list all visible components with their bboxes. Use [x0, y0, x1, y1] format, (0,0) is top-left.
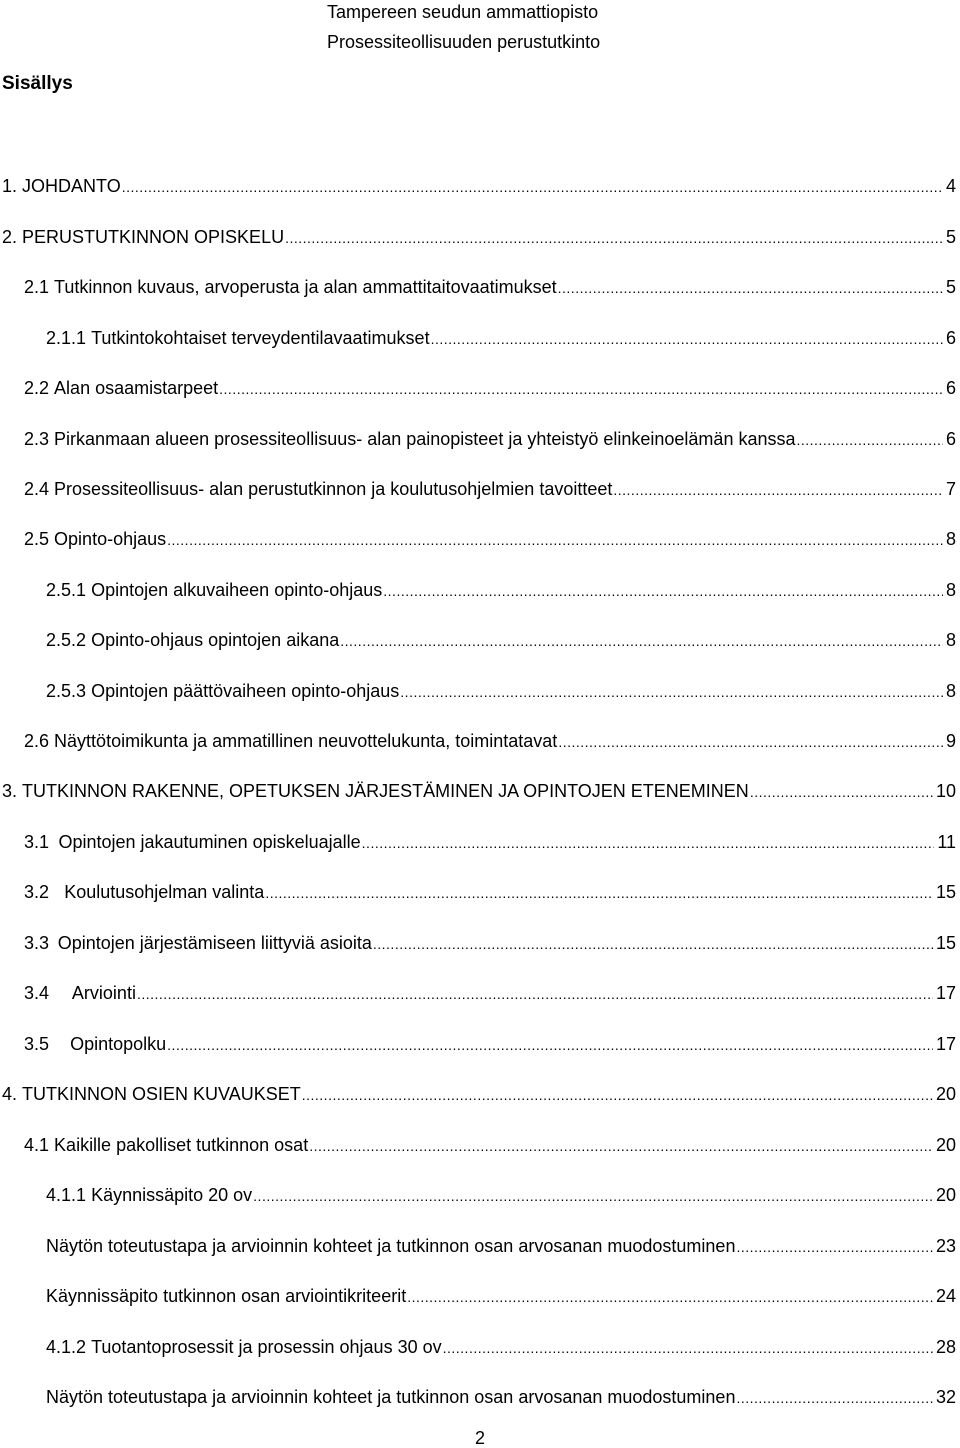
toc-entry-number: 2.5.1 — [46, 580, 87, 600]
toc-entry[interactable] — [24, 476, 956, 502]
toc-entry-label: Alan osaamistarpeet — [54, 378, 219, 398]
toc-entry-page: 6 — [945, 378, 956, 398]
toc-entry[interactable] — [24, 980, 956, 1006]
toc-leader-dots — [265, 880, 933, 906]
toc-entry-page: 5 — [945, 227, 956, 247]
toc-entry-label: Tuotantoprosessit ja prosessin ohjaus 30 ov — [91, 1337, 442, 1357]
toc-entry-number: 2.5.2 — [46, 630, 87, 650]
toc-entry-label: Käynnissäpito 20 ov — [91, 1185, 253, 1205]
toc-leader-dots — [122, 174, 943, 200]
toc-leader-dots — [558, 729, 943, 755]
toc-entry-number: 3.4 — [24, 983, 50, 1003]
toc-entry-number: 2.1 — [24, 277, 50, 297]
toc-entry-label: Opinto-ohjaus — [54, 529, 167, 549]
toc-leader-dots — [431, 326, 943, 352]
header-institution: Tampereen seudun ammattiopisto — [327, 2, 599, 22]
toc-leader-dots — [167, 527, 943, 553]
toc-entry-label: Prosessiteollisuus- alan perustutkinnon ja koulutusohjelmien tavoitteet — [54, 479, 613, 499]
page-number-text: 2 — [474, 1428, 485, 1448]
toc-entry-page: 10 — [935, 781, 956, 801]
toc-entry-label: Tutkinnon kuvaus, arvoperusta ja alan ammattitaitovaatimukset — [54, 277, 557, 297]
toc-leader-dots — [736, 1234, 933, 1260]
toc-leader-dots — [373, 931, 933, 957]
toc-entry-number: 1. — [2, 176, 18, 196]
toc-entry-number: 2.5 — [24, 529, 50, 549]
toc-leader-dots — [137, 981, 933, 1007]
toc-entry-label: PERUSTUTKINNON OPISKELU — [22, 227, 285, 247]
toc-entry-label: Pirkanmaan alueen prosessiteollisuus- alan painopisteet ja yhteistyö elinkeinoelämän kanssa — [54, 429, 796, 449]
toc-leader-dots — [558, 275, 943, 301]
toc-entry-label: TUTKINNON RAKENNE, OPETUKSEN JÄRJESTÄMINEN JA OPINTOJEN ETENEMINEN — [22, 781, 749, 801]
toc-entry-label: Näytön toteutustapa ja arvioinnin kohteet ja tutkinnon osan arvosanan muodostuminen — [46, 1387, 736, 1407]
toc-entry-label: Opintopolku — [70, 1034, 167, 1054]
toc-entry-page: 20 — [935, 1135, 956, 1155]
toc-entry-page: 9 — [945, 731, 956, 751]
toc-leader-dots — [750, 779, 933, 805]
toc-entry-label: TUTKINNON OSIEN KUVAUKSET — [22, 1084, 301, 1104]
toc-entry[interactable] — [24, 829, 956, 855]
toc-entry-page: 24 — [935, 1286, 956, 1306]
toc-entry-page: 8 — [945, 681, 956, 701]
toc-entry-page: 15 — [935, 882, 956, 902]
toc-entry-number: 3.5 — [24, 1034, 50, 1054]
toc-entry[interactable] — [46, 1182, 956, 1208]
toc-entry-label: Näytön toteutustapa ja arvioinnin kohteet ja tutkinnon osan arvosanan muodostuminen — [46, 1236, 736, 1256]
toc-entry[interactable] — [46, 325, 956, 351]
toc-entry-label: Arviointi — [71, 983, 136, 1003]
toc-entry-page: 6 — [945, 328, 956, 348]
toc-entry[interactable] — [46, 627, 956, 653]
toc-entry-number: 3.2 — [24, 882, 50, 902]
toc-entry-page: 32 — [935, 1387, 956, 1407]
toc-entry-number: 2.4 — [24, 479, 50, 499]
toc-entry[interactable] — [46, 1283, 956, 1309]
toc-entry-page: 23 — [935, 1236, 956, 1256]
toc-entry[interactable] — [2, 173, 956, 199]
page-number — [0, 1429, 960, 1447]
toc-leader-dots — [796, 427, 943, 453]
toc-entry-page: 28 — [935, 1337, 956, 1357]
toc-entry-page: 8 — [945, 580, 956, 600]
toc-entry-number: 4.1 — [24, 1135, 50, 1155]
toc-entry-number: 2.5.3 — [46, 681, 87, 701]
toc-entry-number: 4.1.2 — [46, 1337, 87, 1357]
toc-entry[interactable] — [24, 526, 956, 552]
toc-entry-label: Opintojen jakautuminen opiskeluajalle — [58, 832, 361, 852]
toc-entry-label: Opintojen alkuvaiheen opinto-ohjaus — [91, 580, 383, 600]
toc-entry-label: Näyttötoimikunta ja ammatillinen neuvottelukunta, toimintatavat — [54, 731, 558, 751]
toc-entry[interactable] — [46, 1384, 956, 1410]
toc-entry-page: 4 — [945, 176, 956, 196]
toc-entry-label: JOHDANTO — [22, 176, 121, 196]
toc-leader-dots — [400, 679, 943, 705]
toc-entry-label: Koulutusohjelman valinta — [64, 882, 265, 902]
toc-entry-page: 17 — [935, 983, 956, 1003]
toc-entry-number: 2. — [2, 227, 18, 247]
toc-leader-dots — [219, 376, 943, 402]
toc-entry-number: 2.2 — [24, 378, 50, 398]
toc-entry[interactable] — [46, 577, 956, 603]
toc-entry-number: 2.3 — [24, 429, 50, 449]
toc-entry[interactable] — [46, 1233, 956, 1259]
toc-leader-dots — [736, 1385, 933, 1411]
toc-entry-number: 3.1 — [24, 832, 50, 852]
toc-entry-number: 4.1.1 — [46, 1185, 87, 1205]
toc-leader-dots — [253, 1183, 933, 1209]
toc-entry-page: 20 — [935, 1084, 956, 1104]
toc-entry-page: 5 — [945, 277, 956, 297]
toc-entry-page: 15 — [935, 933, 956, 953]
toc-entry[interactable] — [24, 930, 956, 956]
toc-entry-page: 20 — [935, 1185, 956, 1205]
toc-leader-dots — [309, 1133, 933, 1159]
toc-entry-label: Opinto-ohjaus opintojen aikana — [91, 630, 340, 650]
toc-entry[interactable] — [24, 274, 956, 300]
toc-leader-dots — [443, 1335, 933, 1361]
toc-leader-dots — [383, 578, 943, 604]
toc-leader-dots — [167, 1032, 933, 1058]
toc-title: Sisällys — [2, 73, 73, 94]
toc-entry[interactable] — [24, 426, 956, 452]
toc-leader-dots — [302, 1082, 933, 1108]
toc-entry-number: 3. — [2, 781, 18, 801]
toc-entry[interactable] — [24, 879, 956, 905]
toc-entry[interactable] — [2, 1081, 956, 1107]
toc-entry[interactable] — [24, 728, 956, 754]
toc-entry[interactable] — [24, 1132, 956, 1158]
toc-entry-label: Opintojen päättövaiheen opinto-ohjaus — [91, 681, 400, 701]
toc-leader-dots — [285, 225, 943, 251]
toc-entry-page: 6 — [945, 429, 956, 449]
toc-entry-page: 17 — [935, 1034, 956, 1054]
toc-entry-page: 8 — [945, 630, 956, 650]
toc-leader-dots — [407, 1284, 933, 1310]
toc-entry-number: 3.3 — [24, 933, 50, 953]
header-degree: Prosessiteollisuuden perustutkinto — [327, 32, 601, 52]
toc-entry[interactable] — [24, 375, 956, 401]
toc-entry-number: 2.1.1 — [46, 328, 87, 348]
toc-entry-label: Tutkintokohtaiset terveydentilavaatimukset — [91, 328, 430, 348]
toc-entry[interactable] — [24, 1031, 956, 1057]
toc-entry-label: Opintojen järjestämiseen liittyviä asioita — [57, 933, 372, 953]
toc-leader-dots — [362, 830, 935, 856]
toc-entry-number: 2.6 — [24, 731, 50, 751]
toc-entry-page: 8 — [945, 529, 956, 549]
toc-leader-dots — [340, 628, 943, 654]
toc-entry[interactable] — [46, 1334, 956, 1360]
toc-entry-label: Kaikille pakolliset tutkinnon osat — [54, 1135, 309, 1155]
toc-entry-page: 11 — [937, 832, 956, 852]
toc-entry[interactable] — [2, 224, 956, 250]
toc-entry-page: 7 — [945, 479, 956, 499]
toc-entry-label: Käynnissäpito tutkinnon osan arviointikriteerit — [46, 1286, 407, 1306]
toc-entry[interactable] — [2, 778, 956, 804]
toc-entry-number: 4. — [2, 1084, 18, 1104]
toc-leader-dots — [613, 477, 943, 503]
toc-entry[interactable] — [46, 678, 956, 704]
